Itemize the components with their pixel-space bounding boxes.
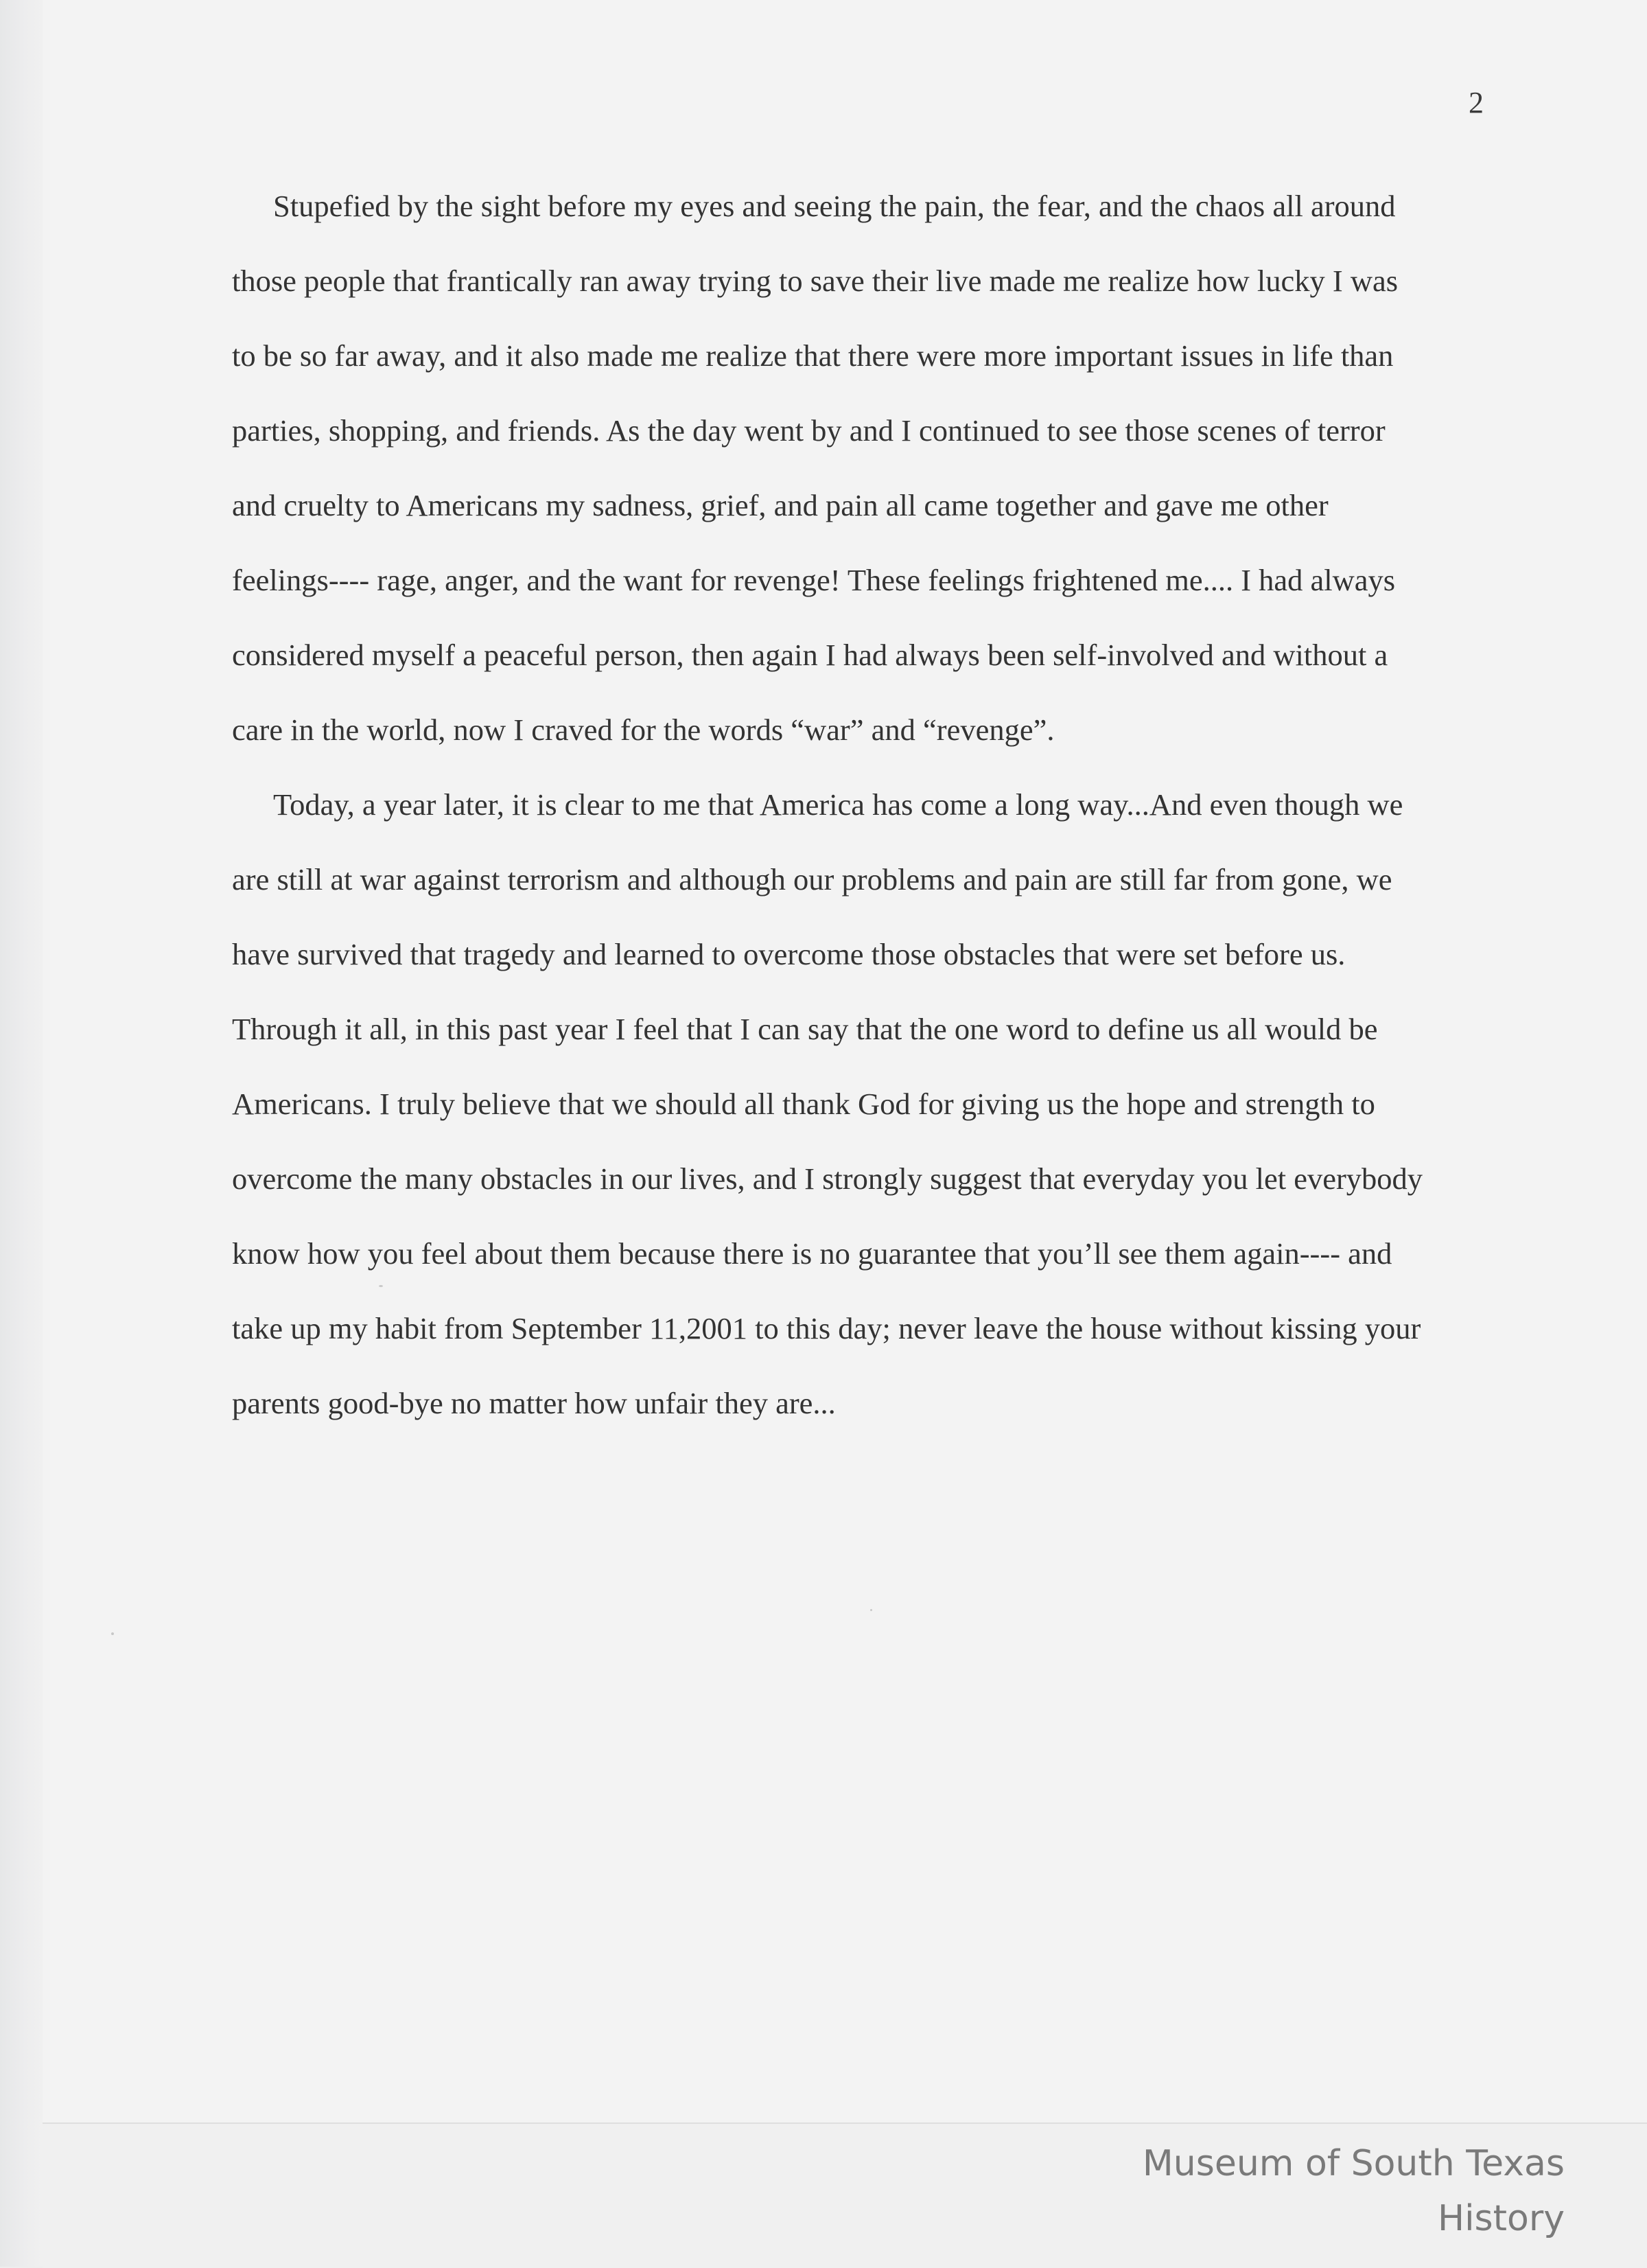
paragraph-2 [232,767,1495,1441]
text-line: are still at war against terrorism and although our problems and pain are still far from gone, we [232,862,1392,896]
text-line: know how you feel about them because there is no guarantee that you’ll see them again---- and [232,1236,1392,1271]
text-line: feelings---- rage, anger, and the want for revenge! These feelings frightened me.... I had always [232,563,1396,597]
text-line: Americans. I truly believe that we should all thank God for giving us the hope and strength to [232,1087,1375,1121]
text-line: care in the world, now I craved for the words “war” and “revenge”. [232,713,1055,747]
text-line: have survived that tragedy and learned to overcome those obstacles that were set before us. [232,937,1346,971]
text-line: considered myself a peaceful person, then again I had always been self-involved and without a [232,638,1388,672]
text-line: and cruelty to Americans my sadness, grief, and pain all came together and gave me other [232,488,1329,522]
text-line: parents good-bye no matter how unfair they are... [232,1386,836,1420]
text-line: Through it all, in this past year I feel that I can say that the one word to define us all would be [232,1012,1378,1046]
text-line: to be so far away, and it also made me realize that there were more important issues in life than [232,338,1394,373]
scan-speck [111,1632,114,1635]
text-line: take up my habit from September 11,2001 to this day; never leave the house without kissing your [232,1311,1421,1345]
scan-edge-shadow [0,0,43,2267]
paragraph-1 [232,169,1495,767]
letter-body [232,169,1495,1441]
text-line: overcome the many obstacles in our lives, and I strongly suggest that everyday you let everybody [232,1161,1423,1196]
page-number: 2 [1469,86,1484,119]
text-line: parties, shopping, and friends. As the day went by and I continued to see those scenes of terror [232,413,1386,448]
text-line: Today, a year later, it is clear to me that America has come a long way...And even though we [273,787,1403,822]
text-line: those people that frantically ran away trying to save their live made me realize how lucky I was [232,264,1399,298]
text-line: Stupefied by the sight before my eyes and seeing the pain, the fear, and the chaos all around [273,189,1396,223]
museum-watermark: Museum of South Texas History [1142,2143,1565,2239]
scan-speck [870,1609,872,1611]
